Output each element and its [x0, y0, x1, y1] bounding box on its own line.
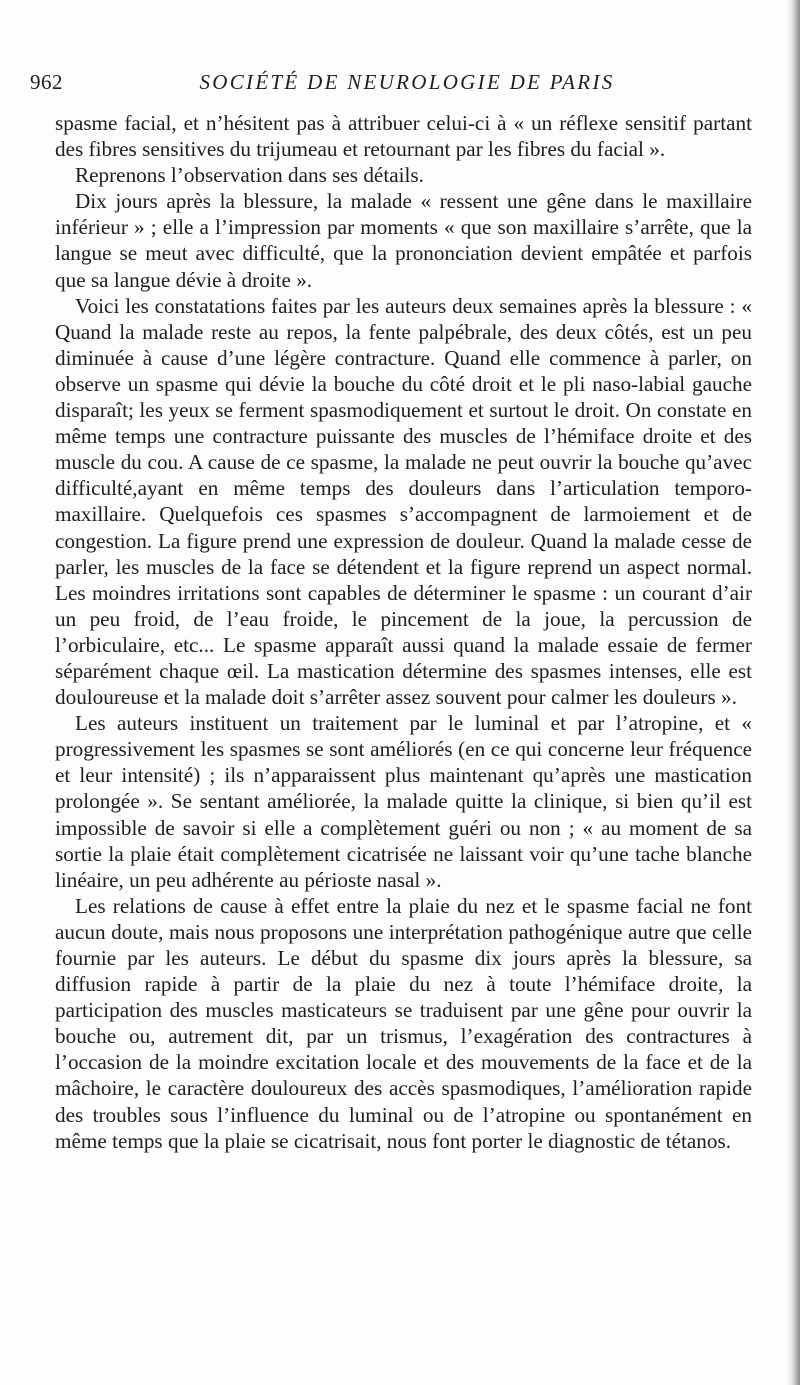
paragraph-observation-intro: Reprenons l’observation dans ses détails. — [75, 163, 424, 188]
paragraph-interpretation: Les relations de cause à effet entre la plaie du nez et le spasme facial ne font aucun doute, mais nous proposons une interprétation pathogénique autre que celle fournie par les auteurs. Le début du spasme dix jours après la blessure, sa diffusion rapide à partir de la plaie du nez à toute l’hémiface droite, la participation des muscles masticateurs se traduisent par une gêne pour ouvrir la bouche ou, autrement dit, par un trismus, l’exagération des contractures à l’occasion de la moindre excitation locale et des mouvements de la face et de la mâchoire, le caractère douloureux des accès spasmodiques, l’amélioration rapide des troubles sous l’influence du luminal ou de l’atropine ou spontanément en même temps que la plaie se cicatrisait, nous font porter le diagnostic de tétanos. — [55, 893, 752, 1153]
running-title: SOCIÉTÉ DE NEUROLOGIE DE PARIS — [199, 70, 615, 94]
body-text — [55, 110, 752, 1154]
page-edge-shadow — [786, 0, 800, 1385]
running-header — [30, 70, 750, 100]
paragraph-onset-symptoms: Dix jours après la blessure, la malade « ressent une gêne dans le maxillaire inférieur » ; elle a l’impression par moments « que son maxillaire s’arrête, que la langue se meut avec difficulté, que la prononciation devient empâtée et parfois que sa langue dévie à droite ». — [55, 189, 752, 292]
paragraph-treatment: Les auteurs instituent un traitement par le luminal et par l’atropine, et « progressivement les spasmes se sont améliorés (en ce qui concerne leur fréquence et leur intensité) ; ils n’apparaissent plus maintenant qu’après une mastication prolongée ». Se sentant améliorée, la malade quitte la clinique, si bien qu’il est impossible de savoir si elle a complètement guéri ou non ; « au moment de sa sortie la plaie était complètement cicatrisée ne laissant voir qu’une tache blanche linéaire, un peu adhérente au périoste nasal ». — [55, 711, 752, 892]
paragraph-continuation: spasme facial, et n’hésitent pas à attribuer celui-ci à « un réflexe sensitif partant des fibres sensitives du trijumeau et retournant par les fibres du facial ». — [55, 111, 752, 162]
page-number: 962 — [30, 70, 63, 94]
paragraph-authors-findings: Voici les constatations faites par les auteurs deux semaines après la blessure : « Quand la malade reste au repos, la fente palpébrale, des deux côtés, est un peu diminuée à cause d’une légère contracture. Quand elle commence à parler, on observe un spasme qui dévie la bouche du côté droit et le pli naso-labial gauche disparaît; les yeux se ferment spasmodiquement et surtout le droit. On constate en même temps une contracture puissante des muscles de l’hémiface droite et des muscle du cou. A cause de ce spasme, la malade ne peut ouvrir la bouche qu’avec difficulté,ayant en même temps des douleurs dans l’articulation temporo-maxillaire. Quelquefois ces spasmes s’accompagnent de larmoiement et de congestion. La figure prend une expression de douleur. Quand la malade cesse de parler, les muscles de la face se détendent et la figure reprend un aspect normal. Les moindres irritations sont capables de déterminer le spasme : un courant d’air un peu froid, de l’eau froide, le pincement de la joue, la percussion de l’orbiculaire, etc... Le spasme apparaît aussi quand la malade essaie de fermer séparément chaque œil. La mastication détermine des spasmes intenses, elle est douloureuse et la malade doit s’arrêter assez souvent pour calmer les douleurs ». — [55, 293, 752, 710]
